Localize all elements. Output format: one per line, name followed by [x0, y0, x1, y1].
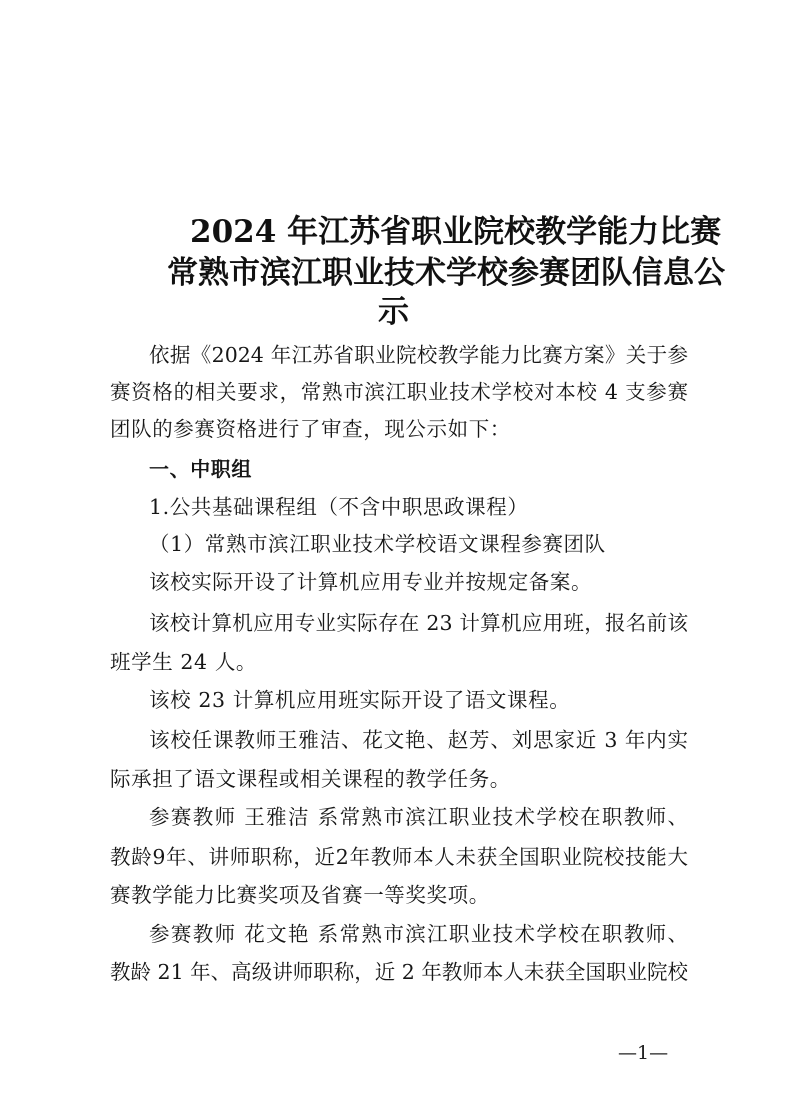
intro-line-1: 依据《2024 年江苏省职业院校教学能力比赛方案》关于参 [149, 343, 688, 367]
paragraph-wang-line-3: 赛教学能力比赛奖项及省赛一等奖奖项。 [110, 883, 490, 907]
section-heading: 一、中职组 [149, 457, 252, 481]
paragraph-hua-line-2: 教龄 21 年、高级讲师职称，近 2 年教师本人未获全国职业院校 [110, 960, 688, 984]
document-title-line-3: 示 [378, 294, 409, 330]
intro-line-3: 团队的参赛资格进行了审查，现公示如下： [110, 417, 511, 441]
paragraph-hua-line-1: 参赛教师 花文艳 系常熟市滨江职业技术学校在职教师、 [149, 922, 688, 946]
page-number: —1— [618, 1042, 669, 1064]
paragraph-class-line-2: 班学生 24 人。 [110, 650, 258, 674]
document-title-line-1: 2024 年江苏省职业院校教学能力比赛 [190, 214, 722, 250]
document-title-line-2: 常熟市滨江职业技术学校参赛团队信息公 [167, 255, 725, 291]
paragraph-wang-line-1: 参赛教师 王雅洁 系常熟市滨江职业技术学校在职教师、 [149, 805, 688, 829]
paragraph-class-line-1: 该校计算机应用专业实际存在 23 计算机应用班，报名前该 [149, 611, 688, 635]
paragraph-wang-line-2: 教龄9年、讲师职称，近2年教师本人未获全国职业院校技能大 [110, 845, 688, 869]
paragraph-teachers-line-1: 该校任课教师王雅洁、花文艳、赵芳、刘思家近 3 年内实 [149, 728, 688, 752]
paragraph-major: 该校实际开设了计算机应用专业并按规定备案。 [149, 570, 593, 594]
paragraph-course: 该校 23 计算机应用班实际开设了语文课程。 [149, 688, 571, 712]
team-heading: （1）常熟市滨江职业技术学校语文课程参赛团队 [149, 532, 606, 556]
group-heading: 1.公共基础课程组（不含中职思政课程） [149, 495, 529, 519]
intro-line-2: 赛资格的相关要求，常熟市滨江职业技术学校对本校 4 支参赛 [110, 380, 688, 404]
paragraph-teachers-line-2: 际承担了语文课程或相关课程的教学任务。 [110, 767, 511, 791]
